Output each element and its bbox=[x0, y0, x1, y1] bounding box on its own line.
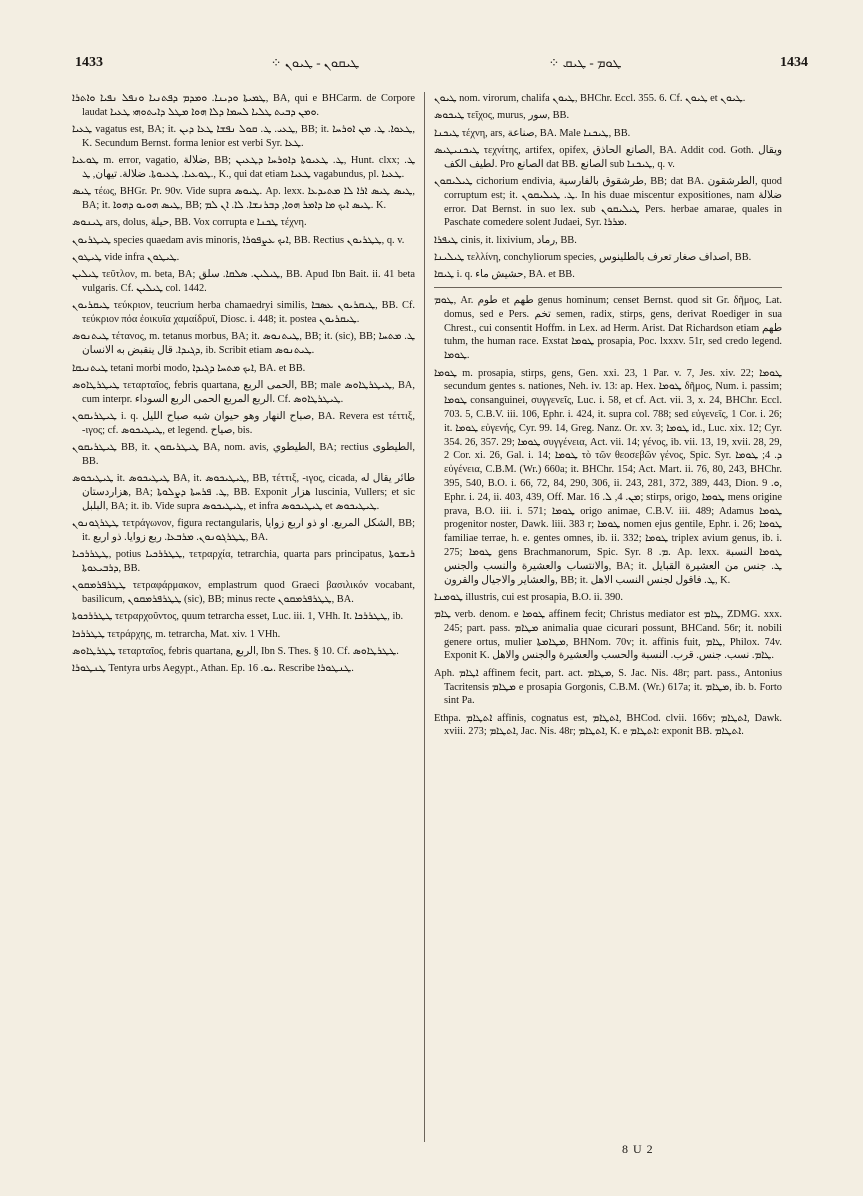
entry: ܛܛܪܦܪܡܩܘܢ τετραφάρμακον, emplastrum quod Graeci βασιλικόν vocabant, basilicum, ܛܛܪܦܪܡܩܘܢ (sic), BB; minus recte ܛܛܪܦܪܡܩܘܢ, BA. bbox=[72, 580, 415, 605]
entry: ܛܛܪܪܟܘܬܐ τετραρχοῦντος, quum tetrarcha esset, Luc. iii. 1, VHh. It. ܛܛܪܪܟܐ, ib. bbox=[72, 611, 404, 623]
entry: ܛܝܬܢܘܣ τέτανος, m. tetanus morbus, BA; it. ܛܝܬܢܘܣ, BB; it. (sic), BB; ܛ. ܡܬܚܐ ܕܓܝܕܐ. قال ينقبض به الانسان, ib. Scribit etiam ܛܝܬܢܘܣ. bbox=[72, 331, 415, 357]
entry: ܛܘܡ, Ar. طوم et طهم genus hominum; censet Bernst. quod sit Gr. δῆμος, Lat. domus, sed e Pers. تخم semen, radix, stirps, gens, derivat Roediger in sua Chrest., cui consentit Hoffm. in Lex. ad Herm. Arist. Dat Richardson etiam طهم tuhm, the human race. Exstat ܛܘܡܐ prosapia, Poc. lxxxv. 51r, sed credo legend. ܛܘܡܐ. bbox=[434, 295, 782, 362]
entry: ܛܢܛܘܪܐ Tentyra urbs Aegypt., Athan. Ep. ܝܘ. 16. Rescribe ܛܢܛܘܪܐ. bbox=[72, 663, 354, 675]
entry: ܛܝܩܪܝܘܢ τεύκριον, teucrium herba chamaedryi similis, ܛܝܩܪܝܘܢ ܥܣܒܐ, BB. Cf. τεύκριον πόα ἐοικυῖα χαμαίδρυϊ, Diosc. i. 448; it. postea ܛܝܩܪܝܘܢ. bbox=[72, 300, 415, 326]
entry: ܛܐܡ verb. denom. e ܛܘܡܐ affinem fecit; Christus mediator est ܛܐܡ, ZDMG. xxx. 245; part. pass. ܡܛܐܡ animalia quae cicurari possunt, BHCand. 56r; it. nobili genere ortus, mulier ܡܛܐܡܬܐ, BHNom. 70v; it. affinis fuit, ܛܐܡ, Philox. 74v. Exponit K. ܛܐܡ. نسب. جنس. قرب. النسبة والحسب والعشيرة والجنس والاهل. bbox=[434, 609, 782, 662]
entry: ܛܝܠܝܢ τεῦτλον, m. beta, BA; ܛܝܠܝܢ. ܣܠܩܐ. سلق, BB. Apud Ibn Bait. ii. 41 beta vulgaris. Cf. ܛܝܠܝܢ col. 1442. bbox=[72, 269, 415, 295]
entry: ܛܝܘܢ nom. virorum, chalifa ܛܝܘܢ, BHChr. Eccl. 355. 6. Cf. ܛܝܘܢ et ܛܝܘܢ. bbox=[434, 93, 746, 104]
entry: ܛܛܪܓܘܢܘܢ τετράγωνον, figura rectangularis, الشكل المربع. او ذو اربع زوايا, BB; it. ܛܛܪܓܘܢܘܢ. ܡܪܒܥܐ. ربع زوايا. ذو اربع, BA. bbox=[72, 518, 415, 543]
signature-mark: 8 U 2 bbox=[622, 1142, 654, 1156]
entry: ܛܝܛܘܢ vide infra ܛܝܛܘܢ. bbox=[72, 251, 180, 263]
entry: ܛܝܟܢܝܛܝܣ τεχνίτης, artifex, opifex, الصانع الحاذق, BA. Addit cod. Goth. ويقال لطيف الكف. Pro الصانع dat BB. الصانع sub ܛܝܟܢܐ, q. v. bbox=[434, 144, 782, 170]
entry: ܛܛܪܛܐܘܣ τεταρταῖος, febris quartana, الربع, Ibn S. Thes. § 10. Cf. ܛܛܪܛܐܘܣ. bbox=[72, 645, 399, 657]
right-page-number: 1434 bbox=[780, 55, 808, 70]
entry: ܛܝܟܢܐ τέχνη, ars, صناعة, BA. Male ܛܝܟܢܐ, BB. bbox=[434, 127, 631, 139]
entry: ܛܥܝܐ vagatus est, BA; it. ܛܥܝ. ܛ. ܩܘܠ ܢܦܫܐ ܛܥܐ ܕܝܢ, BB; it. ܛܥܘܐ. ܛ. ܡܢ ܐܘܪܚܐ, K. Secundum Bernst. forma lenior est verbi Syr. ܛܥܐ. bbox=[72, 124, 415, 149]
right-running-title: ⁘ ܛܘܡ ‑ ܛܝܩ bbox=[548, 55, 622, 70]
entry: ܛܛܪܪܟܐ τετράρχης, m. tetrarcha, Mat. xiv. 1 VHh. bbox=[72, 628, 281, 640]
section-rule bbox=[434, 287, 782, 288]
entry: ܛܝܛܪܛܐܘܣ τεταρταῖος, febris quartana, الحمى الربع, BB; male ܛܝܛܪܛܐܘܣ, BA, cum interpr. الربع المربع الحمى الربع السوداء. Cf. ܛܝܛܪܛܐܘܣ. bbox=[72, 379, 415, 405]
left-column bbox=[72, 92, 415, 1142]
left-running-title: ⁘ ܛܝܩܘܢ ‑ ܛܝܘܢ bbox=[270, 55, 360, 70]
entry: ܛܝܛܪܝܩܘܢ BB, it. ܛܝܛܪܝܩܘܢ BA, nom. avis, الطيطوي, BA; rectius الطيطوى, BB. bbox=[72, 442, 415, 467]
entry: ܛܝܠܝܩܘܢ cichorium endivia, طرشقوق بالفارسية, BB; dat BA. الطرشقون, quod corruptum est; it. ܛ. ܛܝܠܝܩܘܢ. In his duae miscentur expositiones, nam ضلالة error. Dat Bernst. in suo lex. sub ܛܝܠܝܩܘܢ Pers. herbae amarae, quales in Paschate comedere solent Judaei, Syr. ܡܪܪܐ. bbox=[434, 175, 782, 229]
entry: ܛܡܝܬܐ ܘܕܝܢܐ. ܘܡܕܡ ܕܦܬܢܝܐ ܘܢܦܠ ܢܦܝܐ ܘܐܬܪܐ, BA, qui e BHCarm. de Corpore laudat ܘܡܢ ܕܒܝܬ ܛܠܝܐ ܠܚܡܐ ܕܠܐ ܗܘܐ ܡܛܠ ܕܐܝܬܘܗܝ ܛܥܝܐ. bbox=[72, 93, 415, 118]
entry: ܛܘܡܐ m. prosapia, stirps, gens, Gen. xxi. 23, 1 Par. v. 7, Jes. xiv. 22; ܛܘܡܐ secundum gentes s. nationes, Neh. iv. 13: ap. Hex. ܛܘܡܐ δῆμος, Num. i. passim; ܛܘܡܐ consanguinei, συγγενεῖς, Luc. i. 58, et cf. Act. vii. 3, x. 24, BHChr. Eccl. 703. 5, C.B.V. iii. 106, Ephr. i. 424, it. supra col. 788; sed εὐγενεῖς, 1 Cor. i. 26; it. ܛܘܡܐ εὐγενής, Cyr. 99. 14, Greg. Nanz. Or. xv. 3; ܛܘܡܐ id., Luc. xix. 12; Cyr. 354. 26, 357. 29; ܛܘܡܐ συγγένεια, Act. vii. 14; γένος, ib. vii. 13, 19, xvii. 28, 29, 2 Cor. xi. 26, Gal. i. 14; ܛܘܡܐ τὸ τῶν θεοσεβῶν γένος, Spic. Syr. ܕ. 4; ܛܘܡܐ εὐγένεια, C.B.M. (Wr.) 660a; it. BHChr. 154; Act. Mart. ii. 76, 80, 243, BHChr. 395, 540, B.O. i. 66, 72, 84, 290, 306, ii. 243, 281, 372, 389, 443, Dion. ܘ. 9, Ephr. i. 24, ii. 403, 439, Off. Mar. ܡܢ. 4, ܠ. 16; stirps, origo, ܛܘܡܐ mens origine prava, B.O. iii. i. 571; ܛܘܡܐ origo animae, C.B.V. iii. 489; Adamus ܛܘܡܐ progenitor noster, Dawk. liii. 383 r; ܛܘܡܐ nomen ejus gentile, Ephr. i. 26; ܛܘܡܐ familiae terrae, h. e. gentes omnes, ib. ii. 332; ܛܘܡܐ triplex avium genus, ib. i. 275; ܛܘܡܐ gens Brachmanorum, Spic. Syr. ܡ. 8. Ap. lexx. ܛܘܡܐ النسبة والانتساب والعشيرة والنسب والجنس, BA; it. ܛ. جنس من العشيرة القبايل والعشاير والاجيال والقرون, BB; it. ܛ. فاقول لجنس النسب الاهل, K. bbox=[434, 367, 782, 586]
entry: ܛܝܣ τέως, BHGr. Pr. 90v. Vide supra ܛܝܘܣ. Ap. lexx. ܛܝܣ ܛܝܣ ܐܪܐ ܠܐ ܡܬܝܕܥܐ, BA; it. ܛܝܣ ܗܘܝܘ ܕܗܘܐ, BB; ܛܝܣ ܐܝܟ ܡܐ ܕܐܡܪ ܗܘܐ, ܕܒܪܢܫܐ. ܠܐ. ܐܢ ܠܡ. K. bbox=[72, 186, 415, 212]
entry: ܛܝܛܪܝܩܘܢ i. q. صباح النهار وهو حيوان شبه صباح الليل, BA. Revera est τέττιξ, -ιγος; cf. ܛܝܛܝܟܘܣ, et legend. صياح, bis. bbox=[72, 410, 415, 436]
entry: ܛܝܛܪܝܘܢ species quaedam avis minoris, ܐܝܟ ܥܨܦܘܪܐ, BB. Rectius ܛܛܪܝܘܢ, q. v. bbox=[72, 234, 405, 246]
right-column bbox=[434, 92, 782, 1157]
entry: ܛܝܬܢܝܩܐ tetani morbi modo, ܐܝܟ ܡܬܚܐ ܕܓܝܕܐ, BA. et BB. bbox=[72, 362, 306, 374]
entry: ܛܝܦܪܐ cinis, it. lixivium, رماد, BB. bbox=[434, 234, 577, 246]
entry: ܛܝܠܝܢܐ τελλίνη, conchyliorum species, اصداف صغار تعرف بالطلينوس, BB. bbox=[434, 251, 752, 263]
column-divider bbox=[424, 92, 425, 1142]
entry: ܛܘܥܝܐ m. error, vagatio, ضلالة, BB; ܛ. ܛܥܝܘܬܐ ܕܐܘܪܚܐ ܕܛܥܝܢ, Hunt. clxx; ܛ. ܛܘܥܝܐ. ܛܥܝܘܬܐ. ضلالة. تيهان, ܛ., K., qui dat etiam ܛܥܝܐ vagabundus, pl. ܛܥܝܐ. bbox=[72, 155, 415, 180]
entry: Ethpa. ܐܬܛܐܡ affinis, cognatus est, ܐܬܛܐܡ, BHCod. clvii. 166v; ܐܬܛܐܡ, Dawk. xviii. 273; ܐܬܛܐܡ, Jac. Nis. 48r; ܐܬܛܐܡ, K. e ܐܬܛܐܡ: exponit BB. ܐܬܛܐܡ. bbox=[434, 712, 782, 738]
entry: ܛܘܡܢܐ illustris, cui est prosapia, B.O. ii. 390. bbox=[434, 591, 623, 603]
entry: ܛܝܟܘܣ τεῖχος, murus, سور, BB. bbox=[434, 110, 570, 122]
entry: ܛܝܢܘܣ ars, dolus, حيلة, BB. Vox corrupta e ܛܟܢܐ τέχνη. bbox=[72, 217, 307, 229]
left-page-number: 1433 bbox=[75, 55, 103, 70]
entry: ܛܝܛܝܟܘܣ it. ܛܝܛܝܟܘܣ BA, it. ܛܝܛܝܟܘܣ, BB, τέττιξ, -ιγος, cicada, طائر يقال له هزاردستان, BA; ܛ. ܦܪܚܬܐ ܕܨܠܘܬܐ, BB. Exponit هزار luscinia, Vullers; et sic البلبل, BA; it. ib. Vide supra ܛܝܛܝܟܘܣ, et infra ܛܝܛܝܟܘܣ et ܛܝܛܝܟܘܣ. bbox=[72, 473, 415, 512]
entry: Aph. ܐܛܐܡ affinem fecit, part. act. ܡܛܐܡ, S. Jac. Nis. 48r; part. pass., Antonius Tacritensis ܡܛܐܡ e prosapia Gorgonis, C.B.M. (Wr.) 617a; it. ܡܛܐܡ, ib. b. Forto sint Pa. bbox=[434, 667, 782, 707]
entry: ܛܛܪܪܟܝܐ, potius ܛܛܪܪܟܝܐ, τετραρχία, tetrarchia, quarta pars principatus, ܪܝܫܘܬܐ ܕܪܒܝܥܘܬܐ, BB. bbox=[72, 549, 415, 574]
entry: ܛܝܩܐ i. q. حشيش ماء, BA. et BB. bbox=[434, 269, 575, 281]
